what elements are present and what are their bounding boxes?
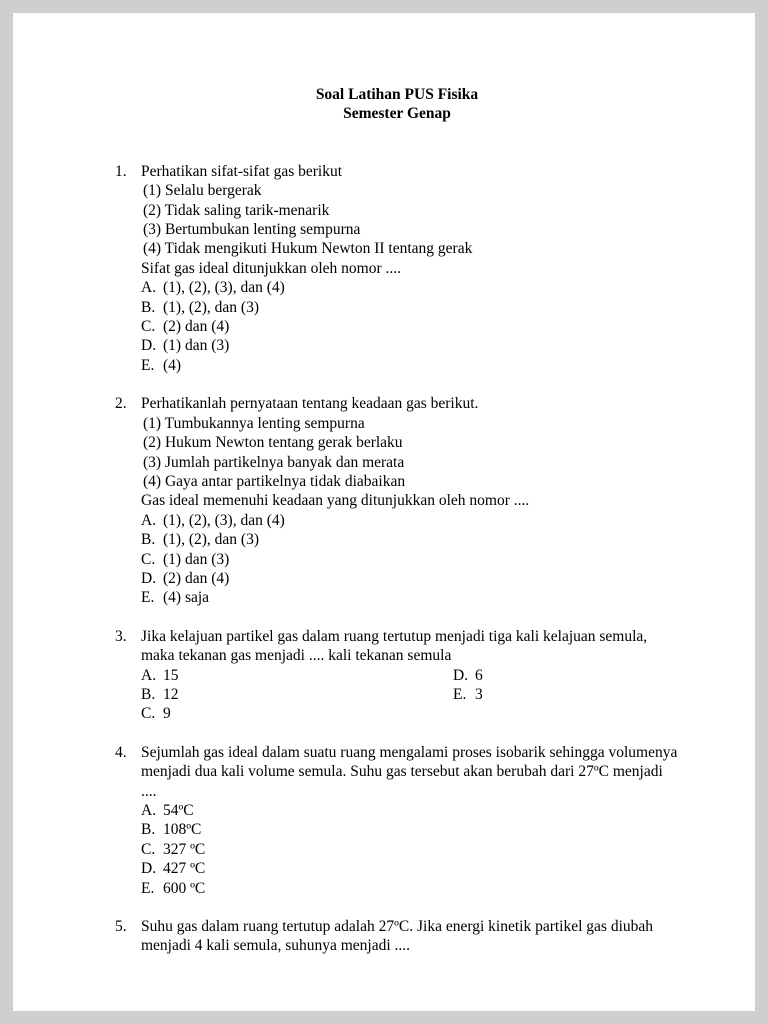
answer-option bbox=[453, 666, 679, 685]
answer-option bbox=[141, 356, 679, 375]
statement: (2) Tidak saling tarik-menarik bbox=[143, 201, 330, 219]
answer-options bbox=[141, 666, 679, 724]
option-text: 9 bbox=[163, 705, 171, 723]
question-body bbox=[141, 162, 679, 375]
option-label: D. bbox=[141, 860, 157, 878]
answer-option bbox=[141, 588, 679, 607]
option-label: E. bbox=[141, 356, 155, 374]
option-text: (2) dan (4) bbox=[163, 569, 230, 587]
answer-option bbox=[141, 859, 679, 878]
question-body bbox=[141, 743, 679, 898]
option-label: D. bbox=[141, 337, 157, 355]
question-closing: Gas ideal memenuhi keadaan yang ditunjukkan oleh nomor .... bbox=[141, 492, 530, 510]
answer-option bbox=[141, 879, 679, 898]
question-intro: Suhu gas dalam ruang tertutup adalah 27ºC. Jika energi kinetik partikel gas diubah menjadi 4 kali semula, suhunya menjadi .... bbox=[141, 918, 654, 955]
answer-option bbox=[141, 278, 679, 297]
statement: (3) Jumlah partikelnya banyak dan merata bbox=[143, 453, 405, 471]
option-label: D. bbox=[453, 666, 469, 684]
option-label: A. bbox=[141, 511, 157, 529]
answer-option bbox=[141, 820, 679, 839]
question-number: 5. bbox=[115, 918, 127, 936]
question-body bbox=[141, 917, 679, 956]
answer-options bbox=[141, 278, 679, 375]
option-label: C. bbox=[141, 318, 156, 336]
answer-options bbox=[141, 511, 679, 608]
document-page bbox=[13, 13, 755, 1011]
question-number: 3. bbox=[115, 627, 127, 645]
option-text: 3 bbox=[475, 685, 483, 703]
option-label: B. bbox=[141, 821, 156, 839]
answer-options-left-column bbox=[141, 666, 453, 724]
question-4 bbox=[115, 743, 679, 898]
answer-option bbox=[141, 801, 679, 820]
answer-option bbox=[141, 336, 679, 355]
answer-option bbox=[141, 685, 453, 704]
option-label: B. bbox=[141, 531, 156, 549]
option-text: 12 bbox=[163, 685, 179, 703]
option-text: (2) dan (4) bbox=[163, 318, 230, 336]
question-3 bbox=[115, 627, 679, 724]
answer-option bbox=[141, 569, 679, 588]
option-label: B. bbox=[141, 685, 156, 703]
answer-option bbox=[141, 704, 453, 723]
question-2 bbox=[115, 394, 679, 607]
question-intro: Perhatikan sifat-sifat gas berikut bbox=[141, 162, 343, 180]
question-statements bbox=[141, 181, 679, 259]
option-text: (4) bbox=[163, 356, 182, 374]
option-text: (1), (2), (3), dan (4) bbox=[163, 279, 285, 297]
statement: (2) Hukum Newton tentang gerak berlaku bbox=[143, 434, 403, 452]
question-statements bbox=[141, 414, 679, 492]
option-text: (4) saja bbox=[163, 589, 210, 607]
question-intro: Sejumlah gas ideal dalam suatu ruang mengalami proses isobarik sehingga volumenya menjadi dua kali volume semula. Suhu gas tersebut akan berubah dari 27ºC menjadi .... bbox=[141, 743, 678, 800]
option-text: 600 ºC bbox=[163, 879, 206, 897]
option-label: C. bbox=[141, 550, 156, 568]
question-5 bbox=[115, 917, 679, 956]
document-subtitle: Semester Genap bbox=[343, 105, 451, 123]
option-text: (1), (2), dan (3) bbox=[163, 531, 259, 549]
option-text: 427 ºC bbox=[163, 860, 206, 878]
question-1 bbox=[115, 162, 679, 375]
answer-option bbox=[141, 317, 679, 336]
answer-option bbox=[141, 530, 679, 549]
question-number: 4. bbox=[115, 743, 127, 761]
question-number: 1. bbox=[115, 162, 127, 180]
option-label: C. bbox=[141, 840, 156, 858]
option-text: (1), (2), dan (3) bbox=[163, 298, 259, 316]
option-text: (1) dan (3) bbox=[163, 337, 230, 355]
answer-option bbox=[141, 511, 679, 530]
question-intro: Jika kelajuan partikel gas dalam ruang tertutup menjadi tiga kali kelajuan semula, maka tekanan gas menjadi .... kali tekanan semula bbox=[141, 627, 648, 665]
option-label: E. bbox=[141, 589, 155, 607]
option-label: B. bbox=[141, 298, 156, 316]
answer-options-right-column bbox=[453, 666, 679, 724]
document-title: Soal Latihan PUS Fisika bbox=[315, 86, 479, 103]
option-label: E. bbox=[141, 879, 155, 897]
option-text: 6 bbox=[475, 666, 483, 684]
statement: (4) Tidak mengikuti Hukum Newton II tentang gerak bbox=[143, 240, 473, 258]
statement: (1) Tumbukannya lenting sempurna bbox=[143, 414, 365, 432]
option-text: 54ºC bbox=[163, 802, 194, 819]
answer-option bbox=[141, 666, 453, 685]
option-text: (1) dan (3) bbox=[163, 550, 230, 568]
document-title-block bbox=[115, 85, 679, 124]
question-body bbox=[141, 627, 679, 724]
option-label: A. bbox=[141, 666, 157, 684]
answer-option bbox=[141, 840, 679, 859]
answer-option bbox=[141, 550, 679, 569]
option-label: C. bbox=[141, 705, 156, 723]
option-label: A. bbox=[141, 802, 157, 819]
option-text: 108ºC bbox=[163, 821, 202, 839]
option-text: 15 bbox=[163, 666, 179, 684]
statement: (3) Bertumbukan lenting sempurna bbox=[143, 221, 361, 239]
answer-option bbox=[453, 685, 679, 704]
question-number: 2. bbox=[115, 395, 127, 413]
question-body bbox=[141, 394, 679, 607]
answer-options bbox=[141, 801, 679, 898]
option-text: (1), (2), (3), dan (4) bbox=[163, 511, 285, 529]
question-intro: Perhatikanlah pernyataan tentang keadaan gas berikut. bbox=[141, 395, 479, 413]
option-label: E. bbox=[453, 685, 467, 703]
question-closing: Sifat gas ideal ditunjukkan oleh nomor .... bbox=[141, 259, 402, 277]
statement: (4) Gaya antar partikelnya tidak diabaikan bbox=[143, 472, 406, 490]
option-label: D. bbox=[141, 569, 157, 587]
answer-option bbox=[141, 298, 679, 317]
statement: (1) Selalu bergerak bbox=[143, 182, 262, 200]
option-label: A. bbox=[141, 279, 157, 297]
option-text: 327 ºC bbox=[163, 840, 206, 858]
